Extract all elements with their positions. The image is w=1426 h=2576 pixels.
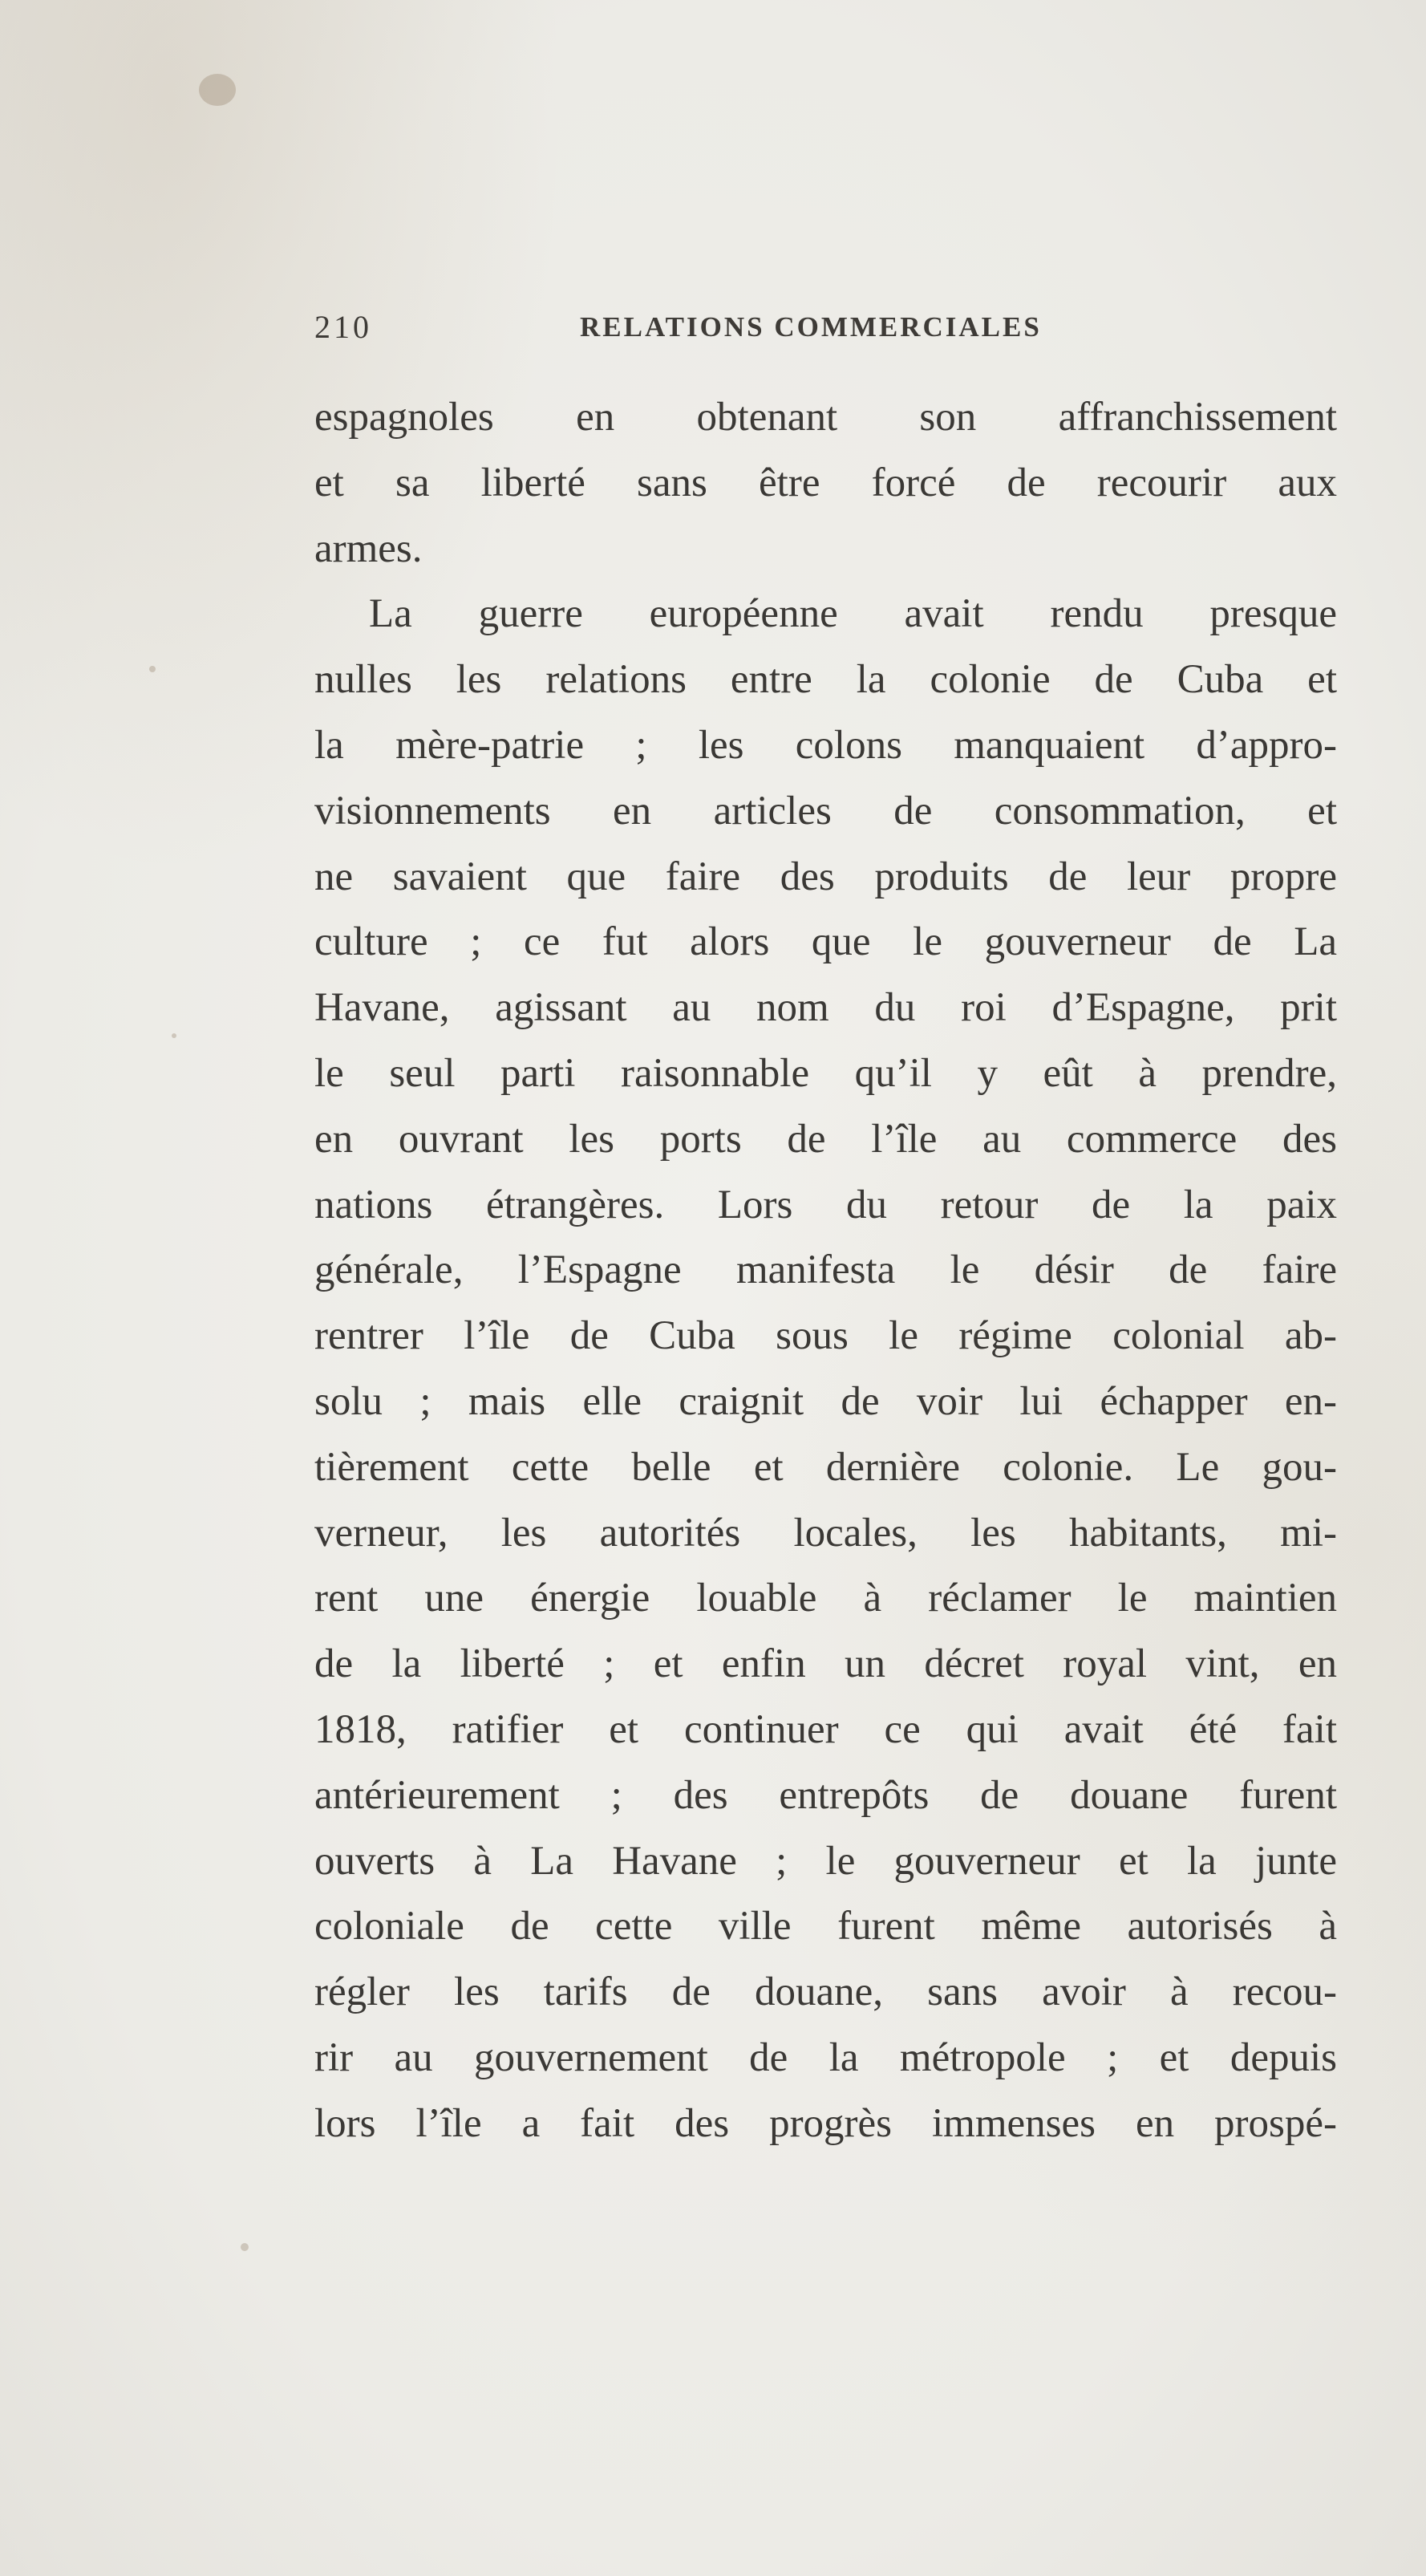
text-line: générale, l’Espagne manifesta le désir de faire — [314, 1247, 1337, 1293]
text-line: verneur, les autorités locales, les habitants, mi- — [314, 1510, 1337, 1556]
foxing-spot — [199, 74, 236, 106]
text-line: visionnements en articles de consommation, et — [314, 788, 1337, 834]
text-line: tièrement cette belle et dernière colonie. Le gou- — [314, 1444, 1337, 1490]
foxing-spot — [172, 1033, 176, 1038]
body-text — [314, 385, 1337, 2157]
foxing-spot — [149, 666, 156, 672]
text-line: espagnoles en obtenant son affranchissement — [314, 395, 1337, 440]
text-line: ouverts à La Havane ; le gouverneur et la junte — [314, 1838, 1337, 1884]
text-line: de la liberté ; et enfin un décret royal vint, en — [314, 1641, 1337, 1687]
running-title: RELATIONS COMMERCIALES — [580, 311, 1042, 343]
paragraph-first-line: La guerre européenne avait rendu presque — [369, 591, 1337, 637]
text-line: Havane, agissant au nom du roi d’Espagne, prit — [314, 985, 1337, 1031]
text-line: rir au gouvernement de la métropole ; et depuis — [314, 2034, 1337, 2080]
text-line: ne savaient que faire des produits de leur propre — [314, 854, 1337, 899]
page-number: 210 — [314, 309, 372, 345]
text-line: la mère-patrie ; les colons manquaient d’appro- — [314, 722, 1337, 768]
text-line: culture ; ce fut alors que le gouverneur de La — [314, 919, 1337, 965]
text-line: nations étrangères. Lors du retour de la paix — [314, 1182, 1337, 1227]
text-line: coloniale de cette ville furent même autorisés à — [314, 1904, 1337, 1949]
text-line: rent une énergie louable à réclamer le maintien — [314, 1576, 1337, 1621]
text-line: et sa liberté sans être forcé de recourir aux — [314, 460, 1337, 505]
text-line: solu ; mais elle craignit de voir lui échapper en- — [314, 1378, 1337, 1424]
running-head — [314, 308, 1132, 356]
text-line: rentrer l’île de Cuba sous le régime colonial ab- — [314, 1313, 1337, 1359]
text-line: 1818, ratifier et continuer ce qui avait été fait — [314, 1706, 1337, 1752]
text-line: nulles les relations entre la colonie de Cuba et — [314, 657, 1337, 703]
text-line: le seul parti raisonnable qu’il y eût à prendre, — [314, 1050, 1337, 1096]
text-line: armes. — [314, 525, 423, 571]
text-line: régler les tarifs de douane, sans avoir à recou- — [314, 1970, 1337, 2015]
foxing-spot — [241, 2243, 249, 2251]
text-line: lors l’île a fait des progrès immenses en prospé- — [314, 2100, 1337, 2146]
text-line: antérieurement ; des entrepôts de douane furent — [314, 1772, 1337, 1818]
text-line: en ouvrant les ports de l’île au commerce des — [314, 1116, 1337, 1162]
